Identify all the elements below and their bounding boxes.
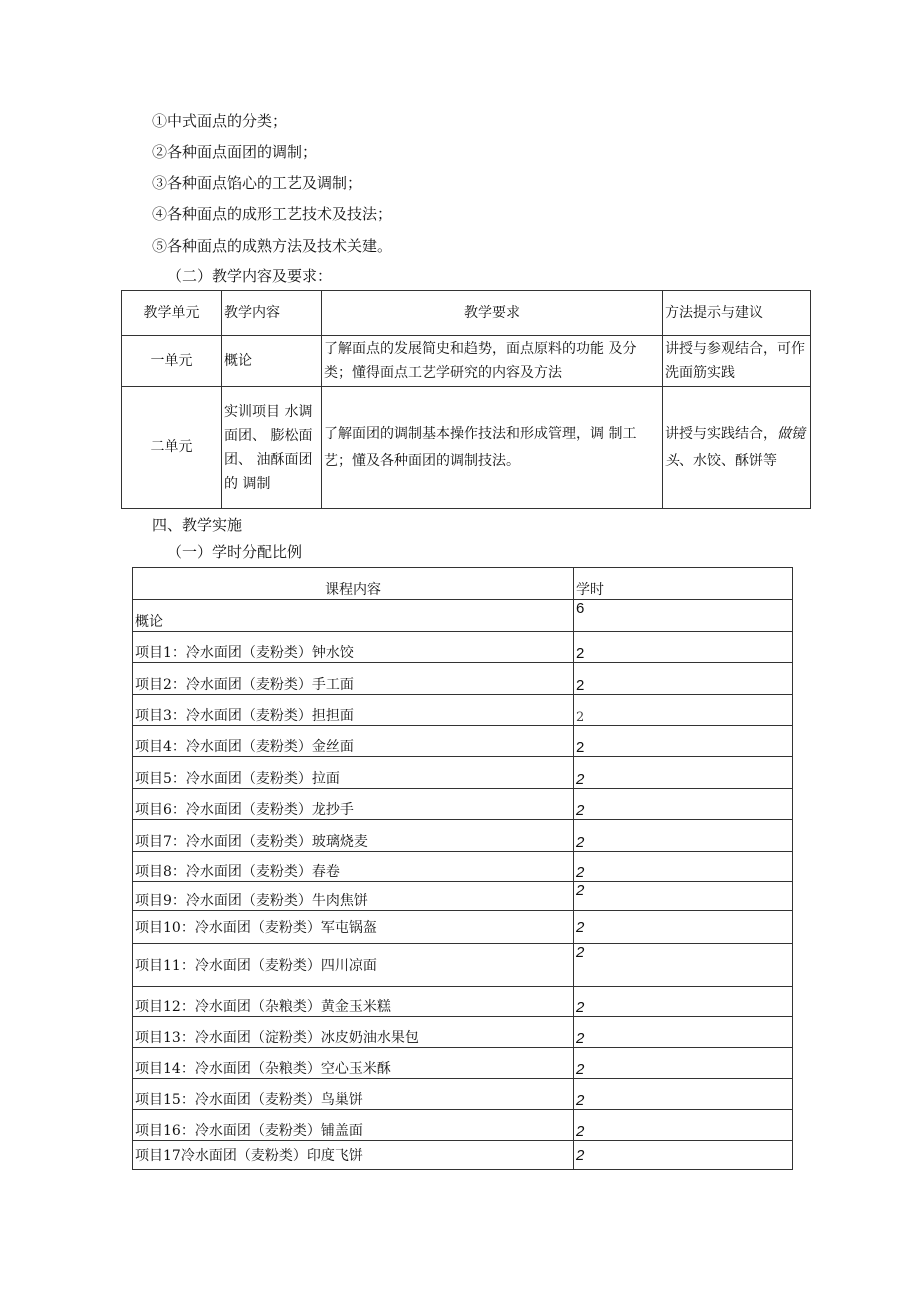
header-unit: 教学单元 xyxy=(122,291,222,336)
course-content-cell: 概论 xyxy=(133,600,574,632)
section-heading-hours: （一）学时分配比例 xyxy=(167,543,303,561)
table-row xyxy=(133,1048,793,1079)
course-content-cell: 项目10：冷水面团（麦粉类）军屯锅盔 xyxy=(133,911,574,944)
table-header-row xyxy=(122,291,811,336)
objective-item: ③各种面点馅心的工艺及调制； xyxy=(152,174,363,192)
table-row xyxy=(133,987,793,1017)
hours-cell: 2 xyxy=(574,1017,793,1048)
hours-cell: 2 xyxy=(574,789,793,820)
course-content-cell: 项目2：冷水面团（麦粉类）手工面 xyxy=(133,663,574,695)
course-content-cell: 项目15：冷水面团（麦粉类）鸟巢饼 xyxy=(133,1079,574,1110)
teaching-content-table xyxy=(121,290,811,509)
course-content-cell: 项目11：冷水面团（麦粉类）四川凉面 xyxy=(133,944,574,987)
hours-cell: 2 xyxy=(574,944,793,987)
hours-cell: 2 xyxy=(574,632,793,663)
hours-cell: 2 xyxy=(574,1079,793,1110)
hours-table xyxy=(132,567,793,1170)
hours-cell: 6 xyxy=(574,600,793,632)
hours-cell: 2 xyxy=(574,987,793,1017)
objective-item: ④各种面点的成形工艺技术及技法； xyxy=(152,205,393,223)
hours-cell: 2 xyxy=(574,726,793,757)
objective-item: ⑤各种面点的成熟方法及技术关建。 xyxy=(152,237,393,255)
hours-cell: 2 xyxy=(574,1048,793,1079)
table-row xyxy=(133,695,793,726)
table-row xyxy=(133,1110,793,1141)
table-row xyxy=(133,852,793,882)
hours-cell: 2 xyxy=(574,757,793,789)
course-content-cell: 项目6：冷水面团（麦粉类）龙抄手 xyxy=(133,789,574,820)
table-row xyxy=(133,911,793,944)
course-content-cell: 项目13：冷水面团（淀粉类）冰皮奶油水果包 xyxy=(133,1017,574,1048)
course-content-cell: 项目4：冷水面团（麦粉类）金丝面 xyxy=(133,726,574,757)
hours-cell: 2 xyxy=(574,820,793,852)
course-content-cell: 项目14：冷水面团（杂粮类）空心玉米酥 xyxy=(133,1048,574,1079)
section-heading-teaching-content: （二）教学内容及要求： xyxy=(167,267,333,285)
table-row xyxy=(133,944,793,987)
section-heading-implementation: 四、教学实施 xyxy=(152,516,243,534)
content-cell: 实训项目 水调面团、 膨松面团、 油酥面团的 调制 xyxy=(222,387,322,509)
course-content-cell: 项目5：冷水面团（麦粉类）拉面 xyxy=(133,757,574,789)
course-content-cell: 项目17冷水面团（麦粉类）印度飞饼 xyxy=(133,1141,574,1170)
table-row xyxy=(133,663,793,695)
table-row xyxy=(133,1141,793,1170)
table-row xyxy=(133,600,793,632)
course-content-cell: 项目1：冷水面团（麦粉类）钟水饺 xyxy=(133,632,574,663)
table-header-row xyxy=(133,568,793,600)
header-content: 教学内容 xyxy=(222,291,322,336)
table-row xyxy=(133,1017,793,1048)
table-row xyxy=(122,387,811,509)
course-content-cell: 项目3：冷水面团（麦粉类）担担面 xyxy=(133,695,574,726)
header-requirement: 教学要求 xyxy=(322,291,663,336)
hours-cell: 2 xyxy=(574,663,793,695)
course-content-cell: 项目12：冷水面团（杂粮类）黄金玉米糕 xyxy=(133,987,574,1017)
unit-cell: 一单元 xyxy=(122,336,222,387)
hours-cell: 2 xyxy=(574,852,793,882)
header-hours: 学时 xyxy=(574,568,793,600)
method-cell xyxy=(663,387,811,509)
content-cell: 概论 xyxy=(222,336,322,387)
hours-cell: 2 xyxy=(574,695,793,726)
course-content-cell: 项目9：冷水面团（麦粉类）牛肉焦饼 xyxy=(133,882,574,911)
header-course-content: 课程内容 xyxy=(133,568,574,600)
hours-cell: 2 xyxy=(574,882,793,911)
method-text: 讲授与实践结合， xyxy=(665,425,777,442)
requirement-cell: 了解面团的调制基本操作技法和形成管理，调 制工艺；懂及各种面团的调制技法。 xyxy=(322,387,663,509)
table-row xyxy=(133,632,793,663)
table-row xyxy=(133,882,793,911)
objective-item: ①中式面点的分类； xyxy=(152,112,288,130)
table-row xyxy=(133,820,793,852)
course-content-cell: 项目8：冷水面团（麦粉类）春卷 xyxy=(133,852,574,882)
method-text: 、水饺、酥饼等 xyxy=(679,452,777,469)
method-text-italic: 做镜头 xyxy=(665,425,805,469)
table-row xyxy=(133,726,793,757)
hours-cell: 2 xyxy=(574,911,793,944)
method-cell: 讲授与参观结合，可作洗面筋实践 xyxy=(663,336,811,387)
requirement-cell: 了解面点的发展简史和趋势，面点原料的功能 及分类；懂得面点工艺学研究的内容及方法 xyxy=(322,336,663,387)
header-method: 方法提示与建议 xyxy=(663,291,811,336)
table-row xyxy=(133,757,793,789)
objective-item: ②各种面点面团的调制； xyxy=(152,143,318,161)
course-content-cell: 项目7：冷水面团（麦粉类）玻璃烧麦 xyxy=(133,820,574,852)
unit-cell: 二单元 xyxy=(122,387,222,509)
hours-cell: 2 xyxy=(574,1141,793,1170)
table-row xyxy=(122,336,811,387)
hours-cell: 2 xyxy=(574,1110,793,1141)
table-row xyxy=(133,789,793,820)
table-row xyxy=(133,1079,793,1110)
course-content-cell: 项目16：冷水面团（麦粉类）铺盖面 xyxy=(133,1110,574,1141)
